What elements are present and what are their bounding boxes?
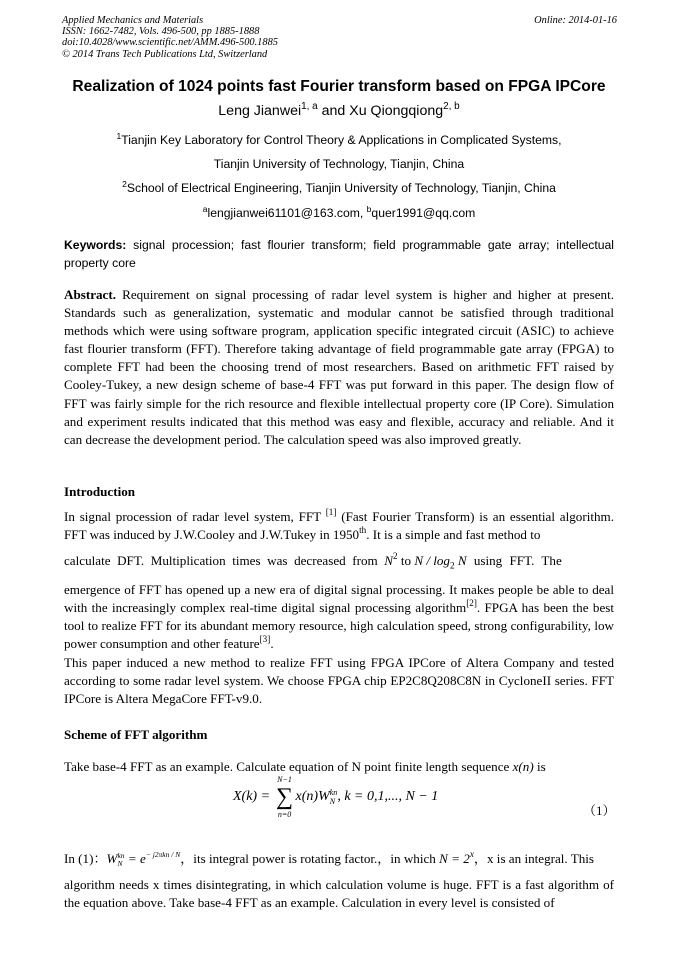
email-b: quer1991@qq.com: [371, 206, 476, 220]
doi-line: doi:10.4028/www.scientific.net/AMM.496-500.1885: [62, 37, 278, 49]
math-log-base: 2: [449, 560, 455, 571]
intro-p1c: . It is a simple and fast method to: [366, 527, 541, 543]
math-xn: x(n): [512, 759, 534, 774]
intro-heading: Introduction: [64, 484, 136, 499]
ref-3: [3]: [259, 634, 271, 645]
calc-line-b: using FFT. The: [466, 553, 562, 568]
sum-symbol: N−1 ∑ n=0: [274, 785, 296, 809]
affiliation-1b: Tianjin University of Technology, Tianjin, China: [213, 157, 465, 171]
math-n-eq: N = 2: [439, 851, 470, 866]
author-2: Xu Qiongqiong: [349, 103, 444, 119]
aff1-text: Tianjin Key Laboratory for Control Theory & Applications in Complicated Systems,: [121, 133, 562, 147]
author-line: [30, 100, 648, 119]
ref-1: [1]: [325, 507, 337, 518]
equation-1: [233, 775, 439, 819]
intro-para-3: This paper induced a new method to realize FFT using FPGA IPCore of Altera Company and tested according to some radar level system. We choose FPGA chip EP2C8Q208C8N in CycloneII series. FFT IPCore is Altera MegaCore FFT-v9.0.: [64, 655, 614, 707]
intro-para-1: [64, 508, 614, 544]
math-w: W: [106, 851, 118, 866]
math-w-sub: N: [117, 859, 123, 868]
keywords: [64, 236, 614, 272]
scheme-line-1a: Take base-4 FFT as an example. Calculate equation of N point finite length sequence: [64, 759, 513, 774]
eq-rhs-sup: kn: [329, 788, 338, 797]
eq-rhs-b: , k = 0,1,..., N − 1: [337, 789, 439, 805]
aff1-sup: 1: [116, 130, 122, 141]
aff2-text: School of Electrical Engineering, Tianjin University of Technology, Tianjin, China: [126, 181, 556, 195]
journal-header: [62, 15, 617, 60]
abstract-text: Requirement on signal processing of radar level system is higher and higher at present. Standards such as generalization, systematic and modular cannot be satisfied through traditional methods which were using software program, application specific integrated circuit (ASIC) to achieve fast flourier transform (FFT). Therefore taking advantage of field programmable gate array (FPGA) to complete FFT had been the choosing trend of most researchers. Based on arithmetic FFT raised by Cooley-Tukey, a new design scheme of base-4 FFT was put forward in this paper. The design flow of FFT was fairly simple for the rich resource and flexible intellectual property core (IP Core). Simulation and experiment results indicated that this method was easy and flexible, accuracy and reliable. And it can decrease the development period. The calculation speed was also improved greatly.: [64, 287, 614, 447]
in1-a: In (1)：: [64, 851, 107, 866]
keywords-text: signal procession; fast flourier transform; field programmable gate array; intellectual property core: [64, 238, 614, 270]
math-n-over-log: N / log: [414, 553, 450, 568]
email-a: lengjianwei61101@163.com,: [207, 206, 367, 220]
online-date: Online: 2014-01-16: [534, 15, 617, 26]
intro-calc-line: [64, 553, 614, 571]
keywords-label: Keywords:: [64, 238, 127, 252]
math-n-squared: N: [384, 553, 394, 568]
abstract-label: Abstract.: [64, 287, 116, 302]
affiliation-1: [30, 130, 648, 147]
intro-p1a: In signal procession of radar level system, FFT: [64, 509, 326, 524]
ref-2: [2]: [466, 598, 477, 609]
th-sup: th: [359, 525, 367, 536]
sum-lower: n=0: [277, 810, 292, 819]
eq-rhs-sub: N: [329, 797, 336, 806]
abstract: [64, 286, 614, 449]
aff2-sup: 2: [122, 178, 127, 189]
in1-c: ，x is an integral. This: [473, 851, 595, 866]
calc-to: to: [397, 553, 415, 568]
math-n-squared-sup: 2: [393, 551, 398, 562]
intro-para-2: [64, 581, 614, 653]
author-1-sup: 1, a: [301, 100, 318, 112]
issn-line: ISSN: 1662-7482, Vols. 496-500, pp 1885-1888: [62, 26, 260, 38]
author-1: Leng Jianwei: [218, 103, 302, 119]
author-and: and: [317, 103, 350, 119]
intro-p1b: (Fast Fourier Transform) is an essential algorithm. FFT was induced by J.W.Cooley and J.W.Tukey in 1950: [64, 509, 614, 543]
scheme-in1-line: [64, 848, 614, 868]
sum-upper: N−1: [277, 775, 292, 784]
email-a-sup: a: [202, 203, 208, 214]
equation-number: （1）: [583, 803, 616, 818]
scheme-line-1b: is: [533, 759, 546, 774]
calc-line-a: calculate DFT. Multiplication times was decreased from: [64, 553, 385, 568]
intro-p2a: emergence of FFT has opened up a new era of digital signal processing. It makes people be able to deal with the increasingly complex real-time digital signal processing algorithm: [64, 582, 614, 616]
paper-title: Realization of 1024 points fast Fourier transform based on FPGA IPCore: [72, 78, 606, 95]
in1-b: ，its integral power is rotating factor.，in which: [180, 851, 440, 866]
math-n-exp: x: [469, 849, 474, 860]
author-2-sup: 2, b: [443, 100, 460, 112]
affiliation-2: [30, 178, 648, 195]
email-line: [30, 203, 648, 220]
scheme-para-last: algorithm needs x times disintegrating, in which calculation volume is huge. FFT is a fast algorithm of the equation above. Take base-4 FFT as an example. Calculation in every level is consisted of: [64, 877, 614, 911]
eq-lhs: X(k) =: [233, 789, 274, 805]
math-log-n: N: [454, 553, 467, 568]
copyright-line: © 2014 Trans Tech Publications Ltd, Switzerland: [62, 48, 268, 60]
email-b-sup: b: [366, 203, 372, 214]
journal-name: Applied Mechanics and Materials: [62, 15, 204, 26]
scheme-line-1: [64, 759, 614, 775]
intro-p2c: .: [270, 636, 274, 652]
eq-rhs-a: x(n)W: [295, 789, 330, 805]
math-w-eq: = e: [124, 851, 146, 866]
math-w-exp: − j2πkn / N: [145, 850, 181, 860]
intro-p2b: . FPGA has been the best tool to realize FFT for its abundant memory resource, high calculation speed, strong configurability, low power consumption and other feature: [64, 600, 614, 652]
math-w-sup: kn: [117, 851, 125, 860]
scheme-heading: Scheme of FFT algorithm: [64, 727, 208, 742]
